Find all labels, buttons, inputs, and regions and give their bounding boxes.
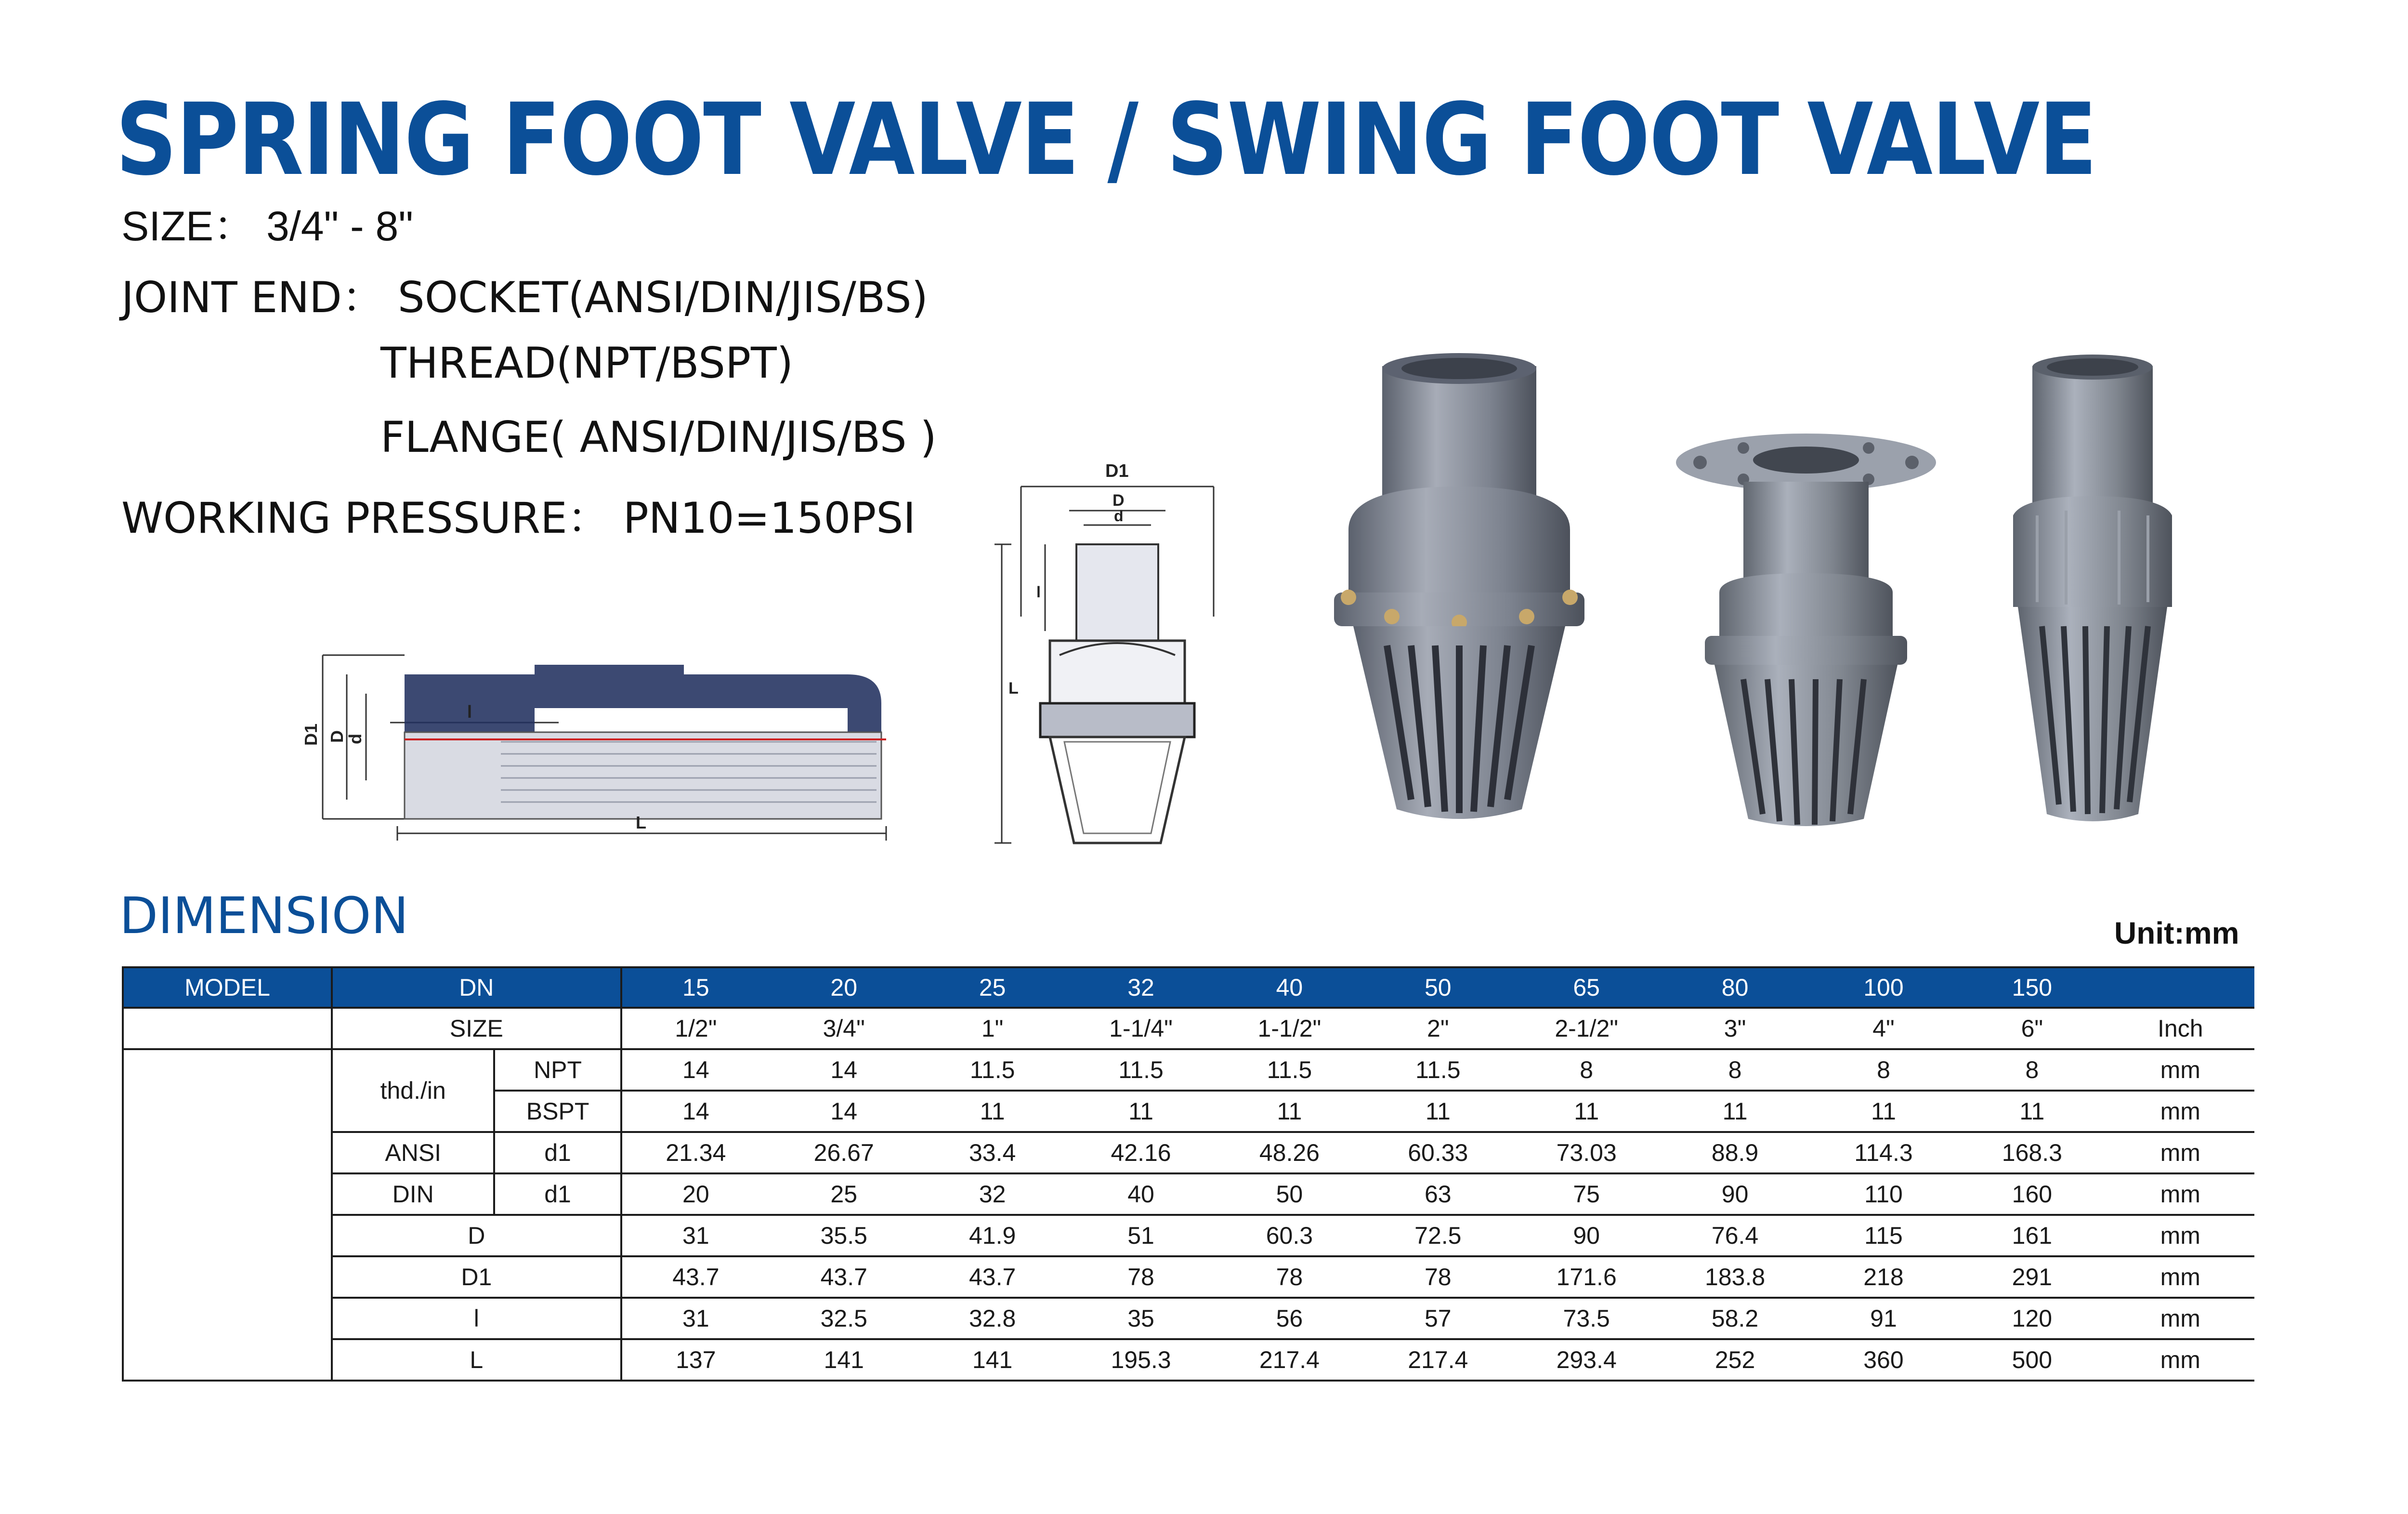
table-cell: 120 [1958, 1298, 2106, 1339]
table-cell: 73.5 [1512, 1298, 1661, 1339]
size-spec: SIZE： 3/4" - 8" [121, 203, 413, 250]
table-cell: 58.2 [1661, 1298, 1809, 1339]
table-row-size [123, 1008, 2254, 1049]
table-cell: 76.4 [1661, 1215, 1809, 1256]
table-cell: 48.26 [1215, 1132, 1363, 1173]
table-cell: 14 [621, 1091, 770, 1132]
row-label-thd: thd./in [332, 1049, 495, 1132]
table-cell: 78 [1364, 1256, 1512, 1298]
table-cell: 57 [1364, 1298, 1512, 1339]
unit-label: Unit:mm [2114, 916, 2239, 950]
header-dn-value: 20 [770, 967, 918, 1008]
header-dn-value: 25 [918, 967, 1066, 1008]
table-cell: 35.5 [770, 1215, 918, 1256]
table-cell: 3/4" [770, 1008, 918, 1049]
table-cell: 114.3 [1809, 1132, 1958, 1173]
section-label-D: D [1112, 491, 1125, 510]
table-row-din [123, 1173, 2254, 1215]
side-view-drawing [301, 636, 905, 857]
working-pressure-spec: WORKING PRESSURE： PN10=150PSI [121, 493, 916, 543]
table-row-npt [123, 1049, 2254, 1091]
table-cell: 11.5 [918, 1049, 1066, 1091]
table-cell: 43.7 [621, 1256, 770, 1298]
table-cell: 31 [621, 1215, 770, 1256]
joint-end-thread: THREAD(NPT/BSPT) [380, 338, 794, 388]
row-label: l [332, 1298, 621, 1339]
table-cell: 51 [1067, 1215, 1215, 1256]
row-label: ANSI [332, 1132, 495, 1173]
table-cell: 183.8 [1661, 1256, 1809, 1298]
table-cell: 26.67 [770, 1132, 918, 1173]
table-cell: 14 [621, 1049, 770, 1091]
table-cell: 293.4 [1512, 1339, 1661, 1381]
table-cell: 141 [770, 1339, 918, 1381]
table-cell: 8 [1661, 1049, 1809, 1091]
unit-cell: Inch [2107, 1008, 2254, 1049]
row-sublabel: d1 [494, 1173, 621, 1215]
table-cell: 11 [1215, 1091, 1363, 1132]
unit-cell: mm [2107, 1298, 2254, 1339]
header-dn: DN [332, 967, 621, 1008]
table-cell: 78 [1215, 1256, 1363, 1298]
table-cell: 42.16 [1067, 1132, 1215, 1173]
table-cell: 171.6 [1512, 1256, 1661, 1298]
section-label-L: L [1008, 679, 1019, 698]
unit-cell: mm [2107, 1132, 2254, 1173]
table-cell: 11 [1661, 1091, 1809, 1132]
flanged-foot-valve-image [1671, 434, 1941, 833]
table-cell: 1-1/4" [1067, 1008, 1215, 1049]
table-cell: 14 [770, 1049, 918, 1091]
side-label-d: d [345, 734, 365, 744]
table-row-L [123, 1339, 2254, 1381]
table-cell: 60.3 [1215, 1215, 1363, 1256]
header-model: MODEL [123, 967, 332, 1008]
model-cell [123, 1008, 332, 1049]
table-cell: 115 [1809, 1215, 1958, 1256]
section-view-drawing [992, 453, 1243, 857]
table-cell: 75 [1512, 1173, 1661, 1215]
table-cell: 360 [1809, 1339, 1958, 1381]
table-cell: 1" [918, 1008, 1066, 1049]
table-cell: 11 [1512, 1091, 1661, 1132]
header-dn-value: 15 [621, 967, 770, 1008]
table-cell: 90 [1512, 1215, 1661, 1256]
header-dn-value: 40 [1215, 967, 1363, 1008]
row-label: D [332, 1215, 621, 1256]
unit-cell: mm [2107, 1256, 2254, 1298]
table-cell: 195.3 [1067, 1339, 1215, 1381]
header-dn-value: 32 [1067, 967, 1215, 1008]
table-cell: 8 [1809, 1049, 1958, 1091]
unit-cell: mm [2107, 1091, 2254, 1132]
dimension-heading: DIMENSION [119, 886, 409, 945]
table-cell: 500 [1958, 1339, 2106, 1381]
table-cell: 43.7 [918, 1256, 1066, 1298]
dimension-table [122, 966, 2254, 1382]
table-cell: 11.5 [1215, 1049, 1363, 1091]
table-cell: 11 [1067, 1091, 1215, 1132]
header-dn-value: 50 [1364, 967, 1512, 1008]
unit-cell: mm [2107, 1339, 2254, 1381]
table-cell: 91 [1809, 1298, 1958, 1339]
row-label: D1 [332, 1256, 621, 1298]
table-cell: 78 [1067, 1256, 1215, 1298]
table-cell: 110 [1809, 1173, 1958, 1215]
table-cell: 160 [1958, 1173, 2106, 1215]
table-row-D1 [123, 1256, 2254, 1298]
table-cell: 56 [1215, 1298, 1363, 1339]
header-unit [2107, 967, 2254, 1008]
table-cell: 72.5 [1364, 1215, 1512, 1256]
table-cell: 217.4 [1364, 1339, 1512, 1381]
table-cell: 4" [1809, 1008, 1958, 1049]
side-label-l: l [467, 702, 472, 722]
table-cell: 41.9 [918, 1215, 1066, 1256]
table-cell: 11.5 [1364, 1049, 1512, 1091]
section-label-l: l [1036, 583, 1041, 601]
table-cell: 63 [1364, 1173, 1512, 1215]
table-cell: 6" [1958, 1008, 2106, 1049]
table-cell: 90 [1661, 1173, 1809, 1215]
table-cell: 3" [1661, 1008, 1809, 1049]
row-sublabel: NPT [494, 1049, 621, 1091]
table-cell: 32.5 [770, 1298, 918, 1339]
row-label: DIN [332, 1173, 495, 1215]
unit-cell: mm [2107, 1049, 2254, 1091]
table-cell: 2-1/2" [1512, 1008, 1661, 1049]
table-cell: 88.9 [1661, 1132, 1809, 1173]
row-label: SIZE [332, 1008, 621, 1049]
header-dn-value: 80 [1661, 967, 1809, 1008]
table-cell: 168.3 [1958, 1132, 2106, 1173]
row-sublabel: d1 [494, 1132, 621, 1173]
table-cell: 32.8 [918, 1298, 1066, 1339]
table-cell: 60.33 [1364, 1132, 1512, 1173]
unit-cell: mm [2107, 1173, 2254, 1215]
table-cell: 25 [770, 1173, 918, 1215]
page-title: SPRING FOOT VALVE / SWING FOOT VALVE [116, 82, 2096, 197]
table-cell: 291 [1958, 1256, 2106, 1298]
joint-end-flange: FLANGE( ANSI/DIN/JIS/BS ) [380, 412, 937, 462]
header-dn-value: 100 [1809, 967, 1958, 1008]
table-cell: 20 [621, 1173, 770, 1215]
table-row-ansi [123, 1132, 2254, 1173]
model-cell [123, 1049, 332, 1381]
table-cell: 32 [918, 1173, 1066, 1215]
header-dn-value: 65 [1512, 967, 1661, 1008]
spring-foot-valve-image [1320, 356, 1599, 829]
table-cell: 11 [918, 1091, 1066, 1132]
table-row-l [123, 1298, 2254, 1339]
table-header-row [123, 967, 2254, 1008]
table-cell: 161 [1958, 1215, 2106, 1256]
table-cell: 73.03 [1512, 1132, 1661, 1173]
side-label-D1: D1 [301, 723, 321, 746]
swing-foot-valve-image [2003, 356, 2230, 833]
table-cell: 137 [621, 1339, 770, 1381]
row-sublabel: BSPT [494, 1091, 621, 1132]
table-row-D [123, 1215, 2254, 1256]
table-cell: 11 [1958, 1091, 2106, 1132]
table-cell: 11 [1364, 1091, 1512, 1132]
table-cell: 218 [1809, 1256, 1958, 1298]
table-cell: 33.4 [918, 1132, 1066, 1173]
joint-end-spec: JOINT END： SOCKET(ANSI/DIN/JIS/BS) [121, 273, 928, 322]
table-cell: 35 [1067, 1298, 1215, 1339]
table-cell: 217.4 [1215, 1339, 1363, 1381]
table-cell: 14 [770, 1091, 918, 1132]
table-cell: 11 [1809, 1091, 1958, 1132]
table-cell: 11.5 [1067, 1049, 1215, 1091]
table-cell: 141 [918, 1339, 1066, 1381]
row-label: L [332, 1339, 621, 1381]
table-cell: 50 [1215, 1173, 1363, 1215]
section-label-D1: D1 [1105, 461, 1129, 481]
section-label-d: d [1114, 507, 1124, 525]
table-cell: 31 [621, 1298, 770, 1339]
unit-cell: mm [2107, 1215, 2254, 1256]
header-dn-value: 150 [1958, 967, 2106, 1008]
table-cell: 43.7 [770, 1256, 918, 1298]
table-cell: 1-1/2" [1215, 1008, 1363, 1049]
table-cell: 8 [1512, 1049, 1661, 1091]
table-cell: 40 [1067, 1173, 1215, 1215]
table-cell: 252 [1661, 1339, 1809, 1381]
table-cell: 2" [1364, 1008, 1512, 1049]
side-label-D: D [327, 730, 347, 743]
table-cell: 21.34 [621, 1132, 770, 1173]
table-cell: 1/2" [621, 1008, 770, 1049]
side-label-L: L [636, 813, 646, 832]
table-cell: 8 [1958, 1049, 2106, 1091]
